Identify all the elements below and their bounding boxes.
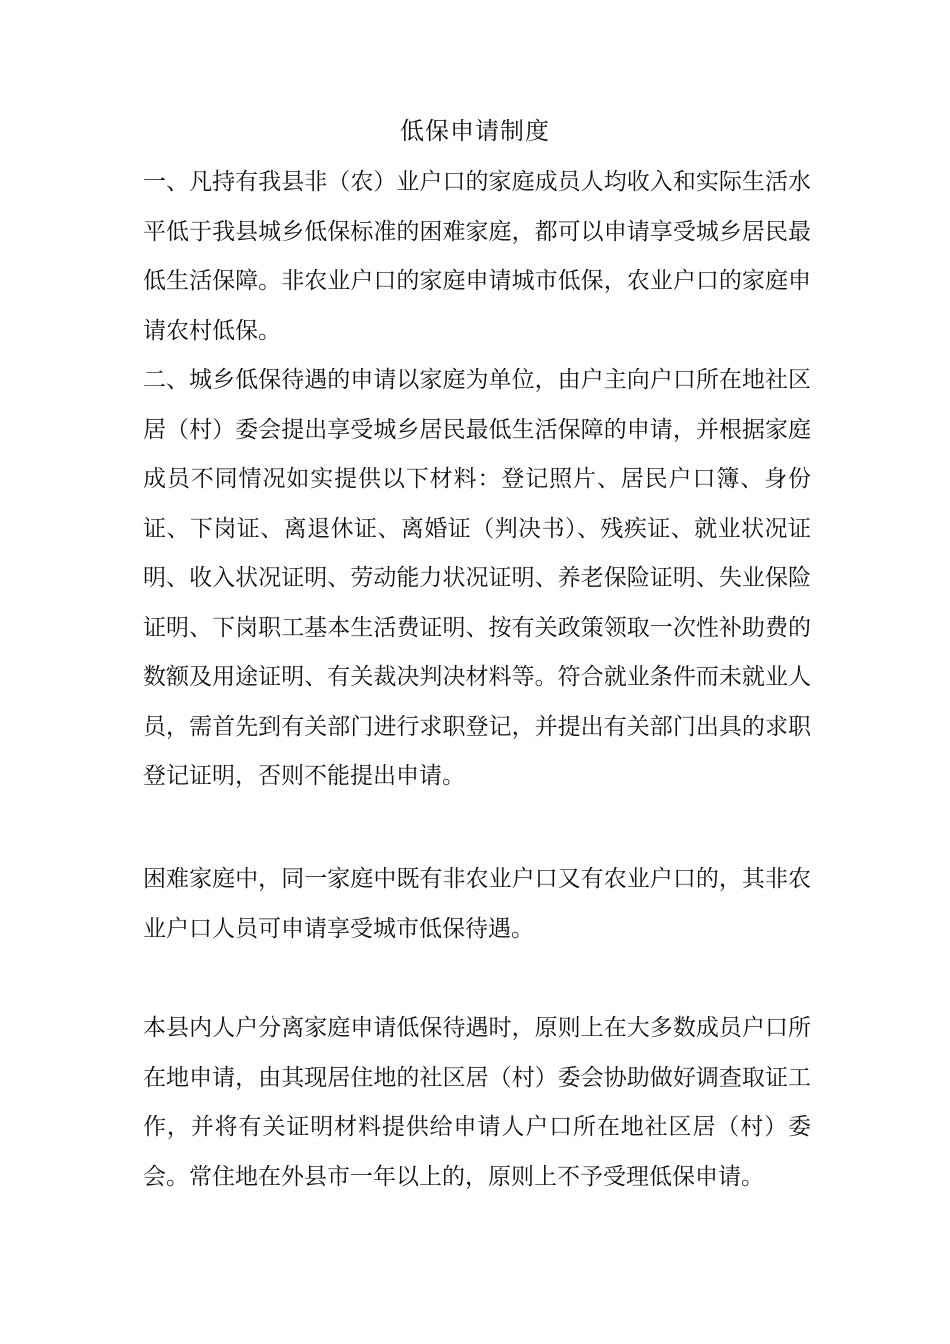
paragraph-block-1 [143,158,811,802]
paragraph-4: 本县内人户分离家庭申请低保待遇时，原则上在大多数成员户口所在地申请，由其现居住地的社区居（村）委会协助做好调查取证工作，并将有关证明材料提供给申请人户口所在地社区居（村）委会。常住地在外县市一年以上的，原则上不予受理低保申请。 [143,1015,811,1190]
document-title: 低保申请制度 [400,117,550,145]
paragraph-2: 二、城乡低保待遇的申请以家庭为单位，由户主向户口所在地社区居（村）委会提出享受城乡居民最低生活保障的申请，并根据家庭成员不同情况如实提供以下材料：登记照片、居民户口簿、身份证、下岗证、离退休证、离婚证（判决书）、残疾证、就业状况证明、收入状况证明、劳动能力状况证明、养老保险证明、失业保险证明、下岗职工基本生活费证明、按有关政策领取一次性补助费的数额及用途证明、有关裁决判决材料等。符合就业条件而未就业人员，需首先到有关部门进行求职登记，并提出有关部门出具的求职登记证明，否则不能提出申请。 [143,367,811,789]
paragraph-block-3 [143,855,811,954]
paragraph-1: 一、凡持有我县非（农）业户口的家庭成员人均收入和实际生活水平低于我县城乡低保标准的困难家庭，都可以申请享受城乡居民最低生活保障。非农业户口的家庭申请城市低保，农业户口的家庭申请农村低保。 [143,169,811,344]
paragraph-3: 困难家庭中，同一家庭中既有非农业户口又有农业户口的，其非农业户口人员可申请享受城市低保待遇。 [143,866,811,942]
paragraph-block-4 [143,1004,811,1202]
